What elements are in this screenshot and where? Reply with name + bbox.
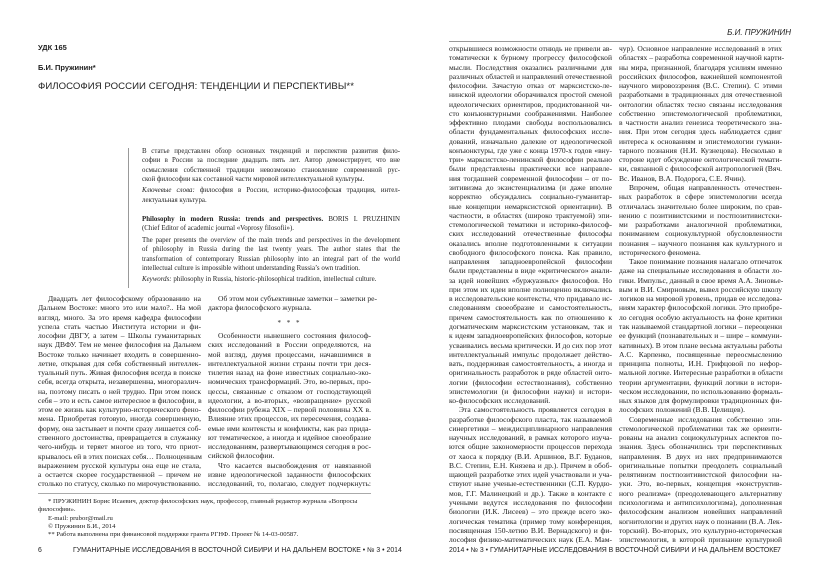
abstract-english (142, 215, 400, 284)
text-line: ются общие закономерности процессов перехода (449, 442, 612, 452)
text-line: на, поэтому писать о ней трудно. При этом поиск (38, 386, 201, 396)
text-line: В.С. Степин, Е.Н. Князева и др.). Причем в обоб- (449, 460, 612, 470)
text-line: психологизма и антипсихологизма), дополненная (619, 498, 782, 508)
text-line: себя, всегда открыта, незавершенна, многоразлич- (38, 377, 201, 387)
text-line: ниям характер философской логики. Это приобре- (619, 303, 782, 313)
text-line: принципа полноты, И.Н. Грифцовой по нефор- (619, 359, 782, 369)
text-line: пониманием социокультурной обусловленности (619, 229, 782, 239)
footnotes (38, 498, 371, 539)
abstract-line: intellectual culture is impossible without understanding Russia’s own tradition. (142, 265, 360, 273)
text-line: Такое понимание познания налагало отпечаток (629, 257, 782, 267)
abstract-line: ской философии как составной части мировой интеллектуальной культуры. (142, 176, 365, 184)
abstract-line: of philosophy in Russia during the last twenty years. The author states that the (142, 246, 400, 254)
text-line: стороне идет обсуждение онтологической темати- (619, 155, 782, 165)
text-line: разработками в традиционных для отечественной (619, 90, 782, 100)
text-line: к идеям западноевропейских философов, которые (449, 331, 612, 341)
text-line: выражением русской культуры она еще не стала, (38, 460, 201, 470)
text-line: тилетия назад на фоне известных социально-эко- (208, 368, 371, 378)
text-line: взгляд, много. За это время кафедра философии (38, 312, 201, 322)
text-line: номических трансформаций. Это, во-первых, про- (208, 377, 371, 387)
abstract-line: осмысления собственной традиции невозможно становление современной рус- (142, 166, 400, 174)
column-body (208, 331, 371, 489)
text-line: извне идеологической заданности философских (208, 470, 371, 480)
left-column-2 (208, 294, 378, 489)
text-line: эффективно плодами свободы воспользовались (449, 118, 612, 128)
text-line: российских философов, важнейшей компонентой (619, 71, 782, 81)
text-line: ны мира, признанной, благодаря усилиям именно (619, 62, 782, 72)
text-line: щающей разработке этих идей участвовали и уча- (449, 470, 612, 480)
text-line: логиков на мировой уровень, придав ее исследова- (619, 294, 783, 304)
text-line: А.С. Карпенко, посвященные переосмыслению (619, 349, 782, 359)
text-line: учеными ведутся исследования по философии (449, 498, 612, 508)
text-line: идеологических ориентиров, продиктованной чи- (449, 99, 612, 109)
page-number: 7 (777, 547, 781, 554)
text-line: томатически к бурному прогрессу философской (449, 53, 612, 63)
text-line: дований, изначально далекие от идеологической (449, 136, 612, 146)
text-line: в исследовательские контексты, что придавало ис- (449, 294, 612, 304)
text-line: тарного познания (Н.И. Кузнецова). Несколько в (619, 145, 782, 155)
text-line: рованы на анализ социокультурных аспектов по- (619, 433, 782, 443)
text-line: направления. В двух из них предпринимаются (619, 451, 782, 461)
header-divider (449, 41, 781, 42)
article-title: ФИЛОСОФИЯ РОССИИ СЕГОДНЯ: ТЕНДЕНЦИИ И ПЕРСПЕКТИВЫ** (38, 81, 354, 92)
text-line: Востоке только начинает входить в совершенно- (38, 349, 201, 359)
abstract-line: софии в России за последние двадцать пять лет. Автор демонстрирует, что вне (142, 157, 400, 165)
text-line: релятивизм постпозитивистской философии на- (619, 470, 782, 480)
footnote-grant: ** Работа выполнена при финансовой поддержке гранта РГНФ. Проект № 14-03-00587. (48, 531, 299, 539)
text-line: стемологической проблематики так же ориенти- (619, 423, 782, 433)
text-line: философским анализом новейших направлений (619, 507, 782, 517)
keywords-label: Ключевые слова: (142, 187, 195, 195)
text-line: исследованиям, развертывающимся сегодня в рос- (208, 442, 371, 452)
text-line: посвященная 150-летию В.И. Вернадского) и фи- (449, 525, 612, 535)
text-line: ческом исследовании, по использованию формаль- (619, 386, 783, 396)
text-line: Дальнем Востоке: много это или мало?.. На мой (38, 303, 201, 313)
keywords-label: Keywords: (142, 275, 172, 283)
abstract-russian (142, 147, 400, 205)
journal-footer: 2014 • № 3 • ГУМАНИТАРНЫЕ ИССЛЕДОВАНИЯ В ВОСТОЧНОЙ СИБИРИ И НА ДАЛЬНЕМ ВОСТОКЕ (449, 547, 778, 554)
keywords-russian (142, 186, 400, 195)
text-line: усваивались весьма критически. И до сих пор этот (449, 340, 612, 350)
text-line: знания. Здесь обозначились три перспективных (619, 442, 782, 452)
text-line: Влияние этих процессов, их пересечения, создава- (208, 414, 371, 424)
article-author: Б.И. Пружинин* (38, 63, 96, 72)
text-line: Впрочем, общая направленность отечествен- (629, 182, 782, 192)
text-line: причем самостоятельность как по отношению к (449, 312, 612, 322)
text-line: собственно эпистемологической проблематики, (619, 108, 782, 118)
text-line: корректно обсуждались социально-гуманитар- (449, 192, 612, 202)
keywords-english (142, 275, 400, 284)
text-line: емые ими контексты и конфликты, как раз прида- (208, 423, 371, 433)
right-page (410, 0, 820, 580)
right-column-2 (619, 44, 785, 545)
running-head: Б.И. ПРУЖИНИН (727, 28, 791, 37)
text-line: исторического феномена. (619, 247, 701, 257)
text-line: интереса к основаниям и эпистемологии гумани- (619, 136, 782, 146)
text-line: Эта самостоятельность проявляется сегодня в (459, 405, 612, 415)
text-line: областях – разработка современной научной карти- (619, 53, 785, 63)
text-line: частности, в областях (широко трактуемой) эпи- (449, 210, 612, 220)
text-line: лософских положений (В.В. Целищев). (619, 405, 745, 415)
text-line: лософии ДВГУ, а затем – Школы гуманитарных (38, 331, 201, 341)
text-line: ния тогдашней современной философии – от по- (449, 173, 612, 183)
abstract-line: transformation of contemporary Russian philosophy into an integral part of the world (142, 255, 400, 263)
text-line: мов, Г.Г. Малинецкий и др.). Также в контакте с (449, 488, 612, 498)
text-line: так называемой стандартной логики – переоценки (619, 321, 782, 331)
text-line: торский). Во-вторых, это культурно-историческая (619, 525, 782, 535)
text-line: оригинальность разработок в ряде областей онто- (449, 368, 612, 378)
right-column-1 (449, 44, 612, 544)
text-line: нению с позитивистскими и постпозитивистски- (619, 210, 782, 220)
text-line: в частности анализ генезиса теоретического зна- (619, 118, 782, 128)
text-line: ют тематическое, а иногда и идейное своеобразие (208, 432, 371, 442)
text-line: лософия физико-математических наук (Е.А. Мам- (449, 535, 612, 545)
text-line: цессы, связанные с отказом от господствующей (208, 386, 371, 396)
text-line: логическая тематика (пример тому конференция, (449, 516, 612, 526)
text-line: оказались вполне подготовленными к ситуации (449, 238, 612, 248)
text-line: логии (философии естествознания), собственно (449, 377, 612, 387)
text-line: ских исследований отечественные философы (449, 229, 612, 239)
english-title: Philosophy in modern Russia: trends and perspectives. (142, 216, 324, 223)
text-line: идеологии, а во-вторых, «возвращение» русской (208, 395, 371, 405)
section-separator: * * * (277, 318, 302, 327)
text-line: научных исследований, в рамках которого изуча- (449, 433, 612, 443)
text-line: следованиям своеобразие и самостоятельность, (449, 303, 612, 313)
footnote-author: * ПРУЖИНИН Борис Исаевич, доктор философских наук, профессор, главный редактор журнала «Вопросы (48, 498, 358, 505)
text-line: наук ДВФУ. Тем не менее философия на Дальнем (38, 340, 201, 350)
text-line: ло сегодня особую актуальность на фоне критики (619, 312, 782, 322)
text-line: мальной логике. Интересные разработки в области (619, 368, 783, 378)
footnote-copyright: © Пружинин Б.И., 2014 (48, 522, 116, 530)
abstract-line: The paper presents the overview of the main trends and perspectives in the development (142, 236, 400, 244)
text-line: Вс. Иванов, В.А. Подорога, С.Е. Ячин). (619, 173, 746, 183)
text-line: ки, связанной с философской антропологией (Вяч. (619, 164, 782, 174)
text-line: эпистемологии (и философии науки) и истори- (449, 386, 612, 396)
footnote-divider (38, 493, 371, 494)
text-line: научного мировоззрения (В.С. Степин). С этими (619, 81, 782, 91)
text-line: чур). Основное направление исследований в этих (619, 44, 782, 53)
text-line: открывшиеся возможности отнюдь не привели ав- (449, 44, 612, 53)
text-line: при этом их идеи вполне полноценно включались (449, 284, 612, 294)
keywords-text: философия в России, историко-философская традиция, интел- (194, 187, 400, 195)
keywords-text-cont: лектуальная культура. (142, 196, 207, 204)
text-line: исследований, то, полагаю, следует подчеркнуть: (208, 479, 371, 489)
text-line: ные концепции немарксистской ориентации). В (449, 201, 612, 211)
keywords-text: philosophy in Russia, historic-philosophical tradition, intellectual culture. (171, 275, 377, 283)
text-line: уки. Это, во-первых, концепция «конструктив- (619, 479, 782, 489)
text-line: ственного достоинства, превращается в служанку (38, 432, 201, 442)
text-line: Особенности нынешнего состояния философ- (218, 331, 371, 341)
text-line: ских исследований в России определяются, на (208, 340, 371, 350)
left-column-1 (38, 294, 201, 489)
text-line: философии рубежа XIX – первой половины XX в. (208, 405, 371, 415)
text-line: ко-философских исследований. (449, 396, 551, 406)
text-line: даже на специальные исследования в области ло- (619, 266, 782, 276)
text-line: мена. Приобретая готовую, иногда совершенную, (38, 414, 201, 424)
text-line: чего-нибудь и теряет многое из того, что приот- (38, 442, 201, 452)
text-line: ми разработками аналогичной проблематики, (619, 220, 782, 230)
text-line: интеллектуальной жизни страны почти три деся- (208, 358, 371, 368)
text-line: нинской идеологии оборачивался простой сменой (449, 90, 612, 100)
text-line: конъюнктуры, где уже с конца 1970-х годов «вну- (449, 145, 612, 155)
footnote-email: E-mail: prubor@mail.ru (48, 514, 113, 522)
text-line: Современные исследования собственно эпи- (629, 414, 782, 424)
text-line: мой взгляд, двумя процессами, начавшимися в (208, 349, 371, 359)
text-line: столько по статусу, сколько по мирочувствованию. (38, 479, 201, 489)
text-line: были представлены практически все направле- (449, 164, 612, 174)
english-author: BORIS I. PRUZHININ (323, 216, 400, 223)
text-line: форму, она застывает и почти сразу лишается соб- (38, 423, 201, 433)
text-line: свободного философского поиска. Как правило, (449, 247, 612, 257)
abstract-line: В статье представлен обзор основных тенденций и перспектив развития фило- (142, 148, 400, 155)
text-line: успела стать частью Института истории и фи- (38, 321, 201, 331)
text-line: интеллектуальный импульс продолжает действо- (449, 349, 612, 359)
text-line: вым и В.И. Смирновым, вывел российскую школу (619, 284, 782, 294)
text-line: области фундаментальных философских иссле- (449, 127, 612, 137)
text-line: догматическим марксистским установкам, так и (449, 321, 612, 331)
text-line: мысли. Последствия оказались различными для (449, 62, 612, 72)
abstract-divider (128, 148, 129, 288)
text-line: летие, открывая для себя собственный интеллек- (38, 358, 201, 368)
text-line: ее функций (познавательных и – шире – коммуни- (619, 331, 782, 341)
text-line: а остается скорее государственной – причем не (38, 470, 201, 480)
text-line: направления западноевропейской философии (449, 257, 612, 267)
text-line: кативных). В этом плане весьма актуальны работы (619, 340, 783, 350)
footnote-author-cont: философии». (38, 506, 76, 514)
text-line: синергетики – междисциплинарного направления (449, 423, 612, 433)
text-line: ных языков для формулировки традиционных фи- (619, 396, 782, 406)
text-line: крывалось ей в этих поисках себя… Полноценным (38, 451, 202, 461)
text-line: вать, поддерживая самостоятельность, а иногда и (449, 359, 612, 369)
text-line: онтологии областях тесно связаны исследования (619, 99, 782, 109)
text-line: теории аргументации, функций логики в истори- (619, 377, 782, 387)
text-line: за идей новейших «буржуазных» философов. Но (449, 275, 612, 285)
text-line: эпистемология, в которой признание культурной (619, 535, 782, 545)
text-line: ного реализма» (преодолевающего альтернативу (619, 488, 782, 498)
text-line: ствуют ныне ученые-естественники (С.П. Курдю- (449, 479, 612, 489)
text-line: оригинальные попытки преодолеть социальный (619, 460, 782, 470)
text-line: сто конъюнктурными соображениями. Наиболее (449, 108, 612, 118)
text-line: от хаоса к порядку (В.И. Аршинов, В.Г. Буданов, (449, 451, 612, 461)
text-line: Об этом мои субъективные заметки – заметки ре- (218, 294, 378, 303)
text-line: философии. Зачастую отказ от марксистско-ле- (449, 81, 612, 91)
text-line: ния. При этом сегодня здесь наблюдается сдвиг (619, 127, 782, 137)
udk-code: УДК 165 (38, 43, 67, 52)
text-line: дактора философского журнала. (208, 303, 312, 313)
text-line: были представлены в виде «критического» анали- (449, 266, 612, 276)
text-line: этом ее жизнь как культурно-исторического фено- (38, 405, 201, 415)
text-line: отличалась значительно более широким, по срав- (619, 201, 782, 211)
text-line: зитивизма до экзистенциализма (и даже вполне (449, 182, 612, 192)
english-affiliation: (Chief Editor of academic journal «Voprosy filosofii»). (142, 225, 295, 233)
text-line: биологии (И.К. Лисеев) – это прежде всего эко- (449, 507, 612, 517)
text-line: гики. Импульс, данный в свое время А.А. Зиновье- (619, 275, 784, 285)
text-line: себя – это и есть самое интересное в философии, в (38, 395, 202, 405)
journal-footer: ГУМАНИТАРНЫЕ ИССЛЕДОВАНИЯ В ВОСТОЧНОЙ СИБИРИ И НА ДАЛЬНЕМ ВОСТОКЕ • № 3 • 2014 (73, 547, 402, 554)
text-line: три» марксистско-ленинской философии реально (449, 155, 612, 165)
text-line: познания – научного познания как культурного и (619, 238, 782, 248)
text-line: когнитологии и других наук о познании (В.А. Лек- (619, 516, 783, 526)
text-line: разработке философского пласта, так называемой (449, 414, 612, 424)
text-line: сийской философии. (208, 451, 275, 461)
text-line: Двадцать лет философскому образованию на (48, 294, 201, 303)
text-line: ных разработок в сфере эпистемологии всегда (619, 192, 782, 202)
text-line: различных областей и направлений отечественной (449, 71, 612, 81)
text-line: туальный путь. Живая философия всегда в поиске (38, 368, 201, 378)
english-title-line (142, 215, 400, 224)
page-number: 6 (38, 547, 42, 554)
text-line: Что касается высвобождения от навязанной (218, 460, 371, 470)
text-line: стемологической тематики и историко-философ- (449, 220, 612, 230)
